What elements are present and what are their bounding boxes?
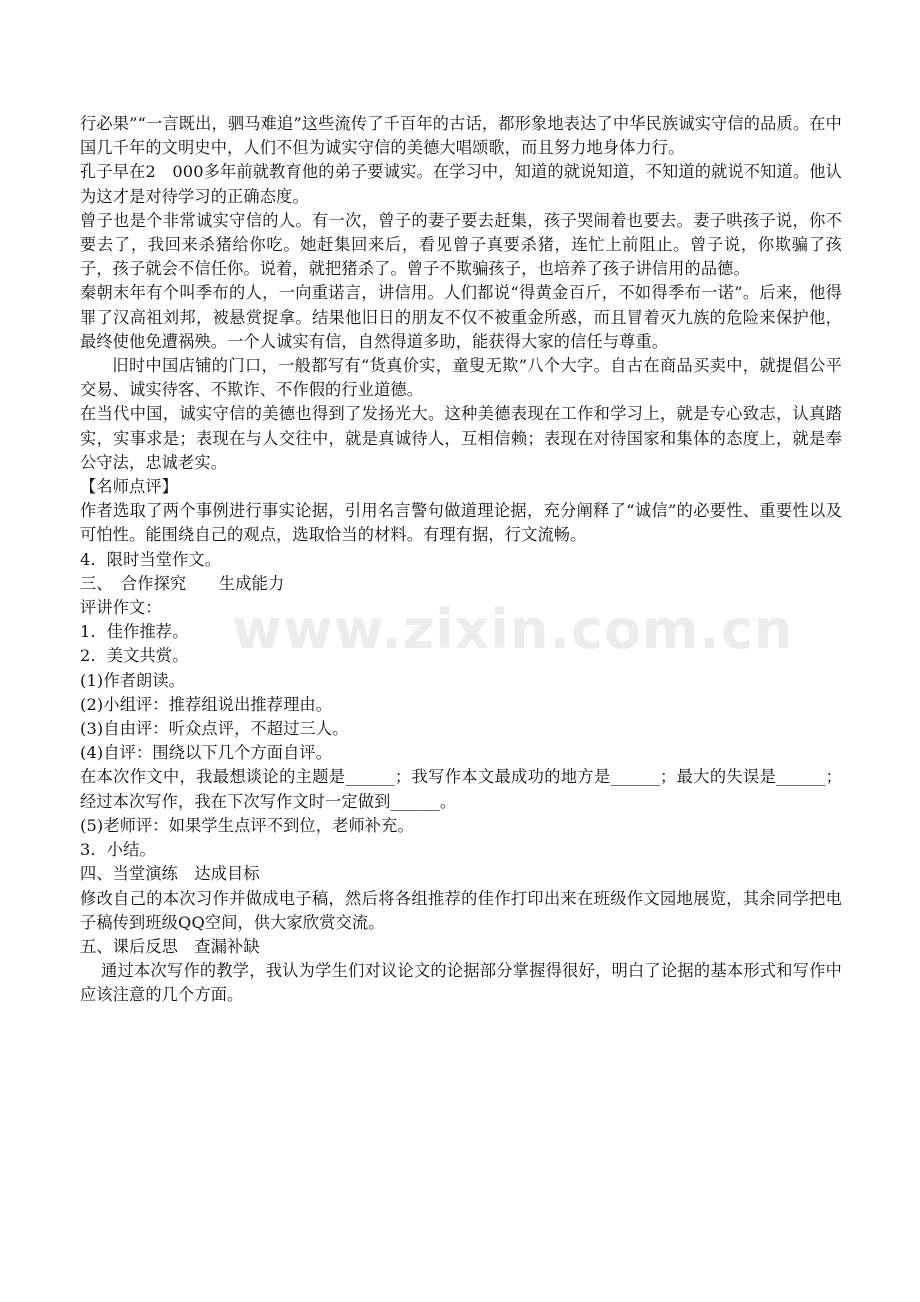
substep-group-review: (2)小组评：推荐组说出推荐理由。 — [80, 694, 333, 714]
paragraph-practice: 修改自己的本次习作并做成电子稿，然后将各组推荐的佳作打印出来在班级作文园地展览，其余同学把电子稿传到班级QQ空间，供大家欣赏交流。 — [80, 888, 842, 932]
substep-free-review: (3)自由评：听众点评，不超过三人。 — [80, 719, 349, 739]
paragraph-modern-china: 在当代中国，诚实守信的美德也得到了发扬光大。这种美德表现在工作和学习上，就是专心致志，认真踏实，实事求是；表现在与人交往中，就是真诚待人，互相信赖；表现在对待国家和集体的态度上，就是奉公守法，忠诚老实。 — [80, 404, 842, 472]
substep-self-review: (4)自评：围绕以下几个方面自评。 — [80, 743, 333, 763]
paragraph-jibu: 秦朝末年有个叫季布的人，一向重诺言，讲信用。人们都说“得黄金百斤，不如得季布一诺”。后来，他得罪了汉高祖刘邦，被悬赏捉拿。结果他旧日的朋友不仅不被重金所惑，而且冒着灭九族的危险来保护他，最终使他免遭祸殃。一个人诚实有信，自然得道多助，能获得大家的信任与尊重。 — [80, 283, 842, 351]
paragraph-zengzi: 曾子也是个非常诚实守信的人。有一次，曾子的妻子要去赶集，孩子哭闹着也要去。妻子哄孩子说，你不要去了，我回来杀猪给你吃。她赶集回来后，看见曾子真要杀猪，连忙上前阻止。曾子说，你欺骗了孩子，孩子就会不信任你。说着，就把猪杀了。曾子不欺骗孩子，也培养了孩子讲信用的品德。 — [80, 210, 842, 279]
section-heading-4: 四、当堂演练 达成目标 — [80, 864, 260, 884]
step-recommend: 1．佳作推荐。 — [80, 622, 189, 642]
substep-author-reads: (1)作者朗读。 — [80, 670, 186, 690]
step-appreciate: 2．美文共赏。 — [80, 646, 189, 666]
paragraph-shop-motto: 旧时中国店铺的门口，一般都写有“货真价实，童叟无欺”八个大字。自古在商品买卖中，就提倡公平交易、诚实待客、不欺诈、不作假的行业道德。 — [80, 356, 842, 400]
step-timed-writing: 4．限时当堂作文。 — [80, 549, 222, 569]
heading-teacher-comment: 【名师点评】 — [80, 477, 179, 497]
paragraph-self-review-blanks: 在本次作文中，我最想谈论的主题是______；我写作本文最成功的地方是______；最大的失误是______；经过本次写作，我在下次写作文时一定做到______。 — [80, 767, 842, 811]
step-summary: 3．小结。 — [80, 840, 156, 860]
watermark: www.zixin.com.cn — [232, 598, 794, 661]
document-body — [80, 112, 842, 1008]
paragraph-honesty-intro: 行必果”“一言既出，驷马难追”这些流传了千百年的古话，都形象地表达了中华民族诚实守信的品质。在中国几千年的文明史中，人们不但为诚实守信的美德大唱颂歌，而且努力地身体力行。 — [80, 114, 842, 158]
label-essay-review: 评讲作文： — [80, 598, 162, 618]
substep-teacher-review: (5)老师评：如果学生点评不到位，老师补充。 — [80, 815, 414, 835]
paragraph-teacher-comment: 作者选取了两个事例进行事实论据，引用名言警句做道理论据，充分阐释了“诚信”的必要性、重要性以及可怕性。能围绕自己的观点，选取恰当的材料。有理有据，行文流畅。 — [80, 501, 842, 545]
paragraph-reflection: 通过本次写作的教学，我认为学生们对议论文的论据部分掌握得很好，明白了论据的基本形式和写作中应该注意的几个方面。 — [80, 961, 842, 1005]
paragraph-confucius: 孔子早在2 000多年前就教育他的弟子要诚实。在学习中，知道的就说知道，不知道的就说不知道。他认为这才是对待学习的正确态度。 — [80, 162, 842, 206]
section-heading-3: 三、 合作探究 生成能力 — [80, 573, 285, 593]
section-heading-5: 五、课后反思 查漏补缺 — [80, 936, 260, 956]
